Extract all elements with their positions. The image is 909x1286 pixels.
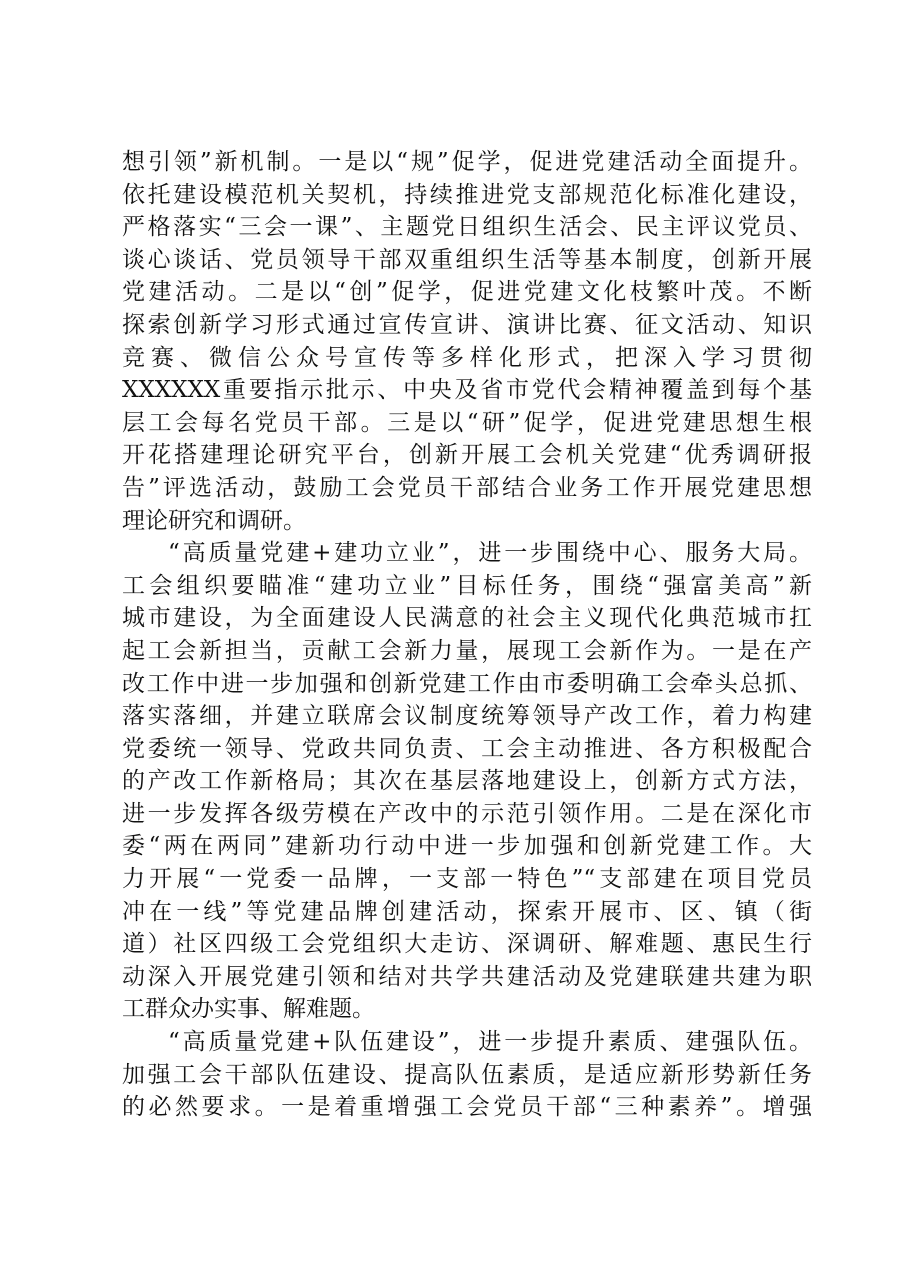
text-line: 谈心谈话、党员领导干部双重组织生活等基本制度，创新开展: [122, 246, 812, 273]
text-line: 加强工会干部队伍建设、提高队伍素质，是适应新形势新任务: [122, 1061, 812, 1088]
text-line: 落实落细，并建立联席会议制度统筹领导产改工作，着力构建: [122, 703, 812, 730]
text-line: 告”评选活动，鼓励工会党员干部结合业务工作开展党建思想: [122, 474, 812, 501]
text-line: 道）社区四级工会党组织大走访、深调研、解难题、惠民生行: [122, 931, 812, 958]
text-line: 的必然要求。一是着重增强工会党员干部“三种素养”。增强: [122, 1094, 812, 1121]
text-line: 探索创新学习形式通过宣传宣讲、演讲比赛、征文活动、知识: [122, 311, 812, 338]
section-heading-line: “高质量党建+队伍建设”，进一步提升素质、建强队伍。: [168, 1029, 812, 1056]
text-line: XXXXXX重要指示批示、中央及省市党代会精神覆盖到每个基: [122, 377, 812, 404]
text-line: 依托建设模范机关契机，持续推进党支部规范化标准化建设，: [122, 181, 812, 208]
text-line: 开花搭建理论研究平台，创新开展工会机关党建“优秀调研报: [122, 442, 812, 469]
text-line: 进一步发挥各级劳模在产改中的示范引领作用。二是在深化市: [122, 800, 812, 827]
text-line: 城市建设，为全面建设人民满意的社会主义现代化典范城市扛: [122, 605, 812, 632]
text-line: 党委统一领导、党政共同负责、工会主动推进、各方积极配合: [122, 735, 812, 762]
text-line: 想引领”新机制。一是以“规”促学，促进党建活动全面提升。: [122, 149, 812, 175]
text-line: 改工作中进一步加强和创新党建工作由市委明确工会牵头总抓、: [122, 670, 812, 697]
paragraph-end-line: 理论研究和调研。: [122, 507, 306, 534]
text-line: 严格落实“三会一课”、主题党日组织生活会、民主评议党员、: [122, 214, 812, 241]
text-line: 党建活动。二是以“创”促学，促进党建文化枝繁叶茂。不断: [122, 279, 812, 306]
body-text: [122, 146, 812, 1124]
text-line: 动深入开展党建引领和结对共学共建活动及党建联建共建为职: [122, 963, 812, 990]
paragraph-end-line: 工群众办实事、解难题。: [122, 996, 375, 1023]
text-line: 工会组织要瞄准“建功立业”目标任务，围绕“强富美高”新: [122, 572, 812, 599]
text-line: 层工会每名党员干部。三是以“研”促学，促进党建思想生根: [122, 409, 812, 436]
text-line: 委“两在两同”建新功行动中进一步加强和创新党建工作。大: [122, 833, 812, 860]
text-line: 力开展“一党委一品牌，一支部一特色”“支部建在项目党员: [122, 866, 812, 893]
text-line: 起工会新担当，贡献工会新力量，展现工会新作为。一是在产: [122, 637, 812, 664]
text-line: 的产改工作新格局；其次在基层落地建设上，创新方式方法，: [122, 768, 812, 795]
text-line: 冲在一线”等党建品牌创建活动，探索开展市、区、镇（街: [122, 898, 812, 925]
text-line: 竞赛、微信公众号宣传等多样化形式，把深入学习贯彻: [122, 344, 812, 371]
section-heading-line: “高质量党建+建功立业”，进一步围绕中心、服务大局。: [168, 540, 812, 567]
